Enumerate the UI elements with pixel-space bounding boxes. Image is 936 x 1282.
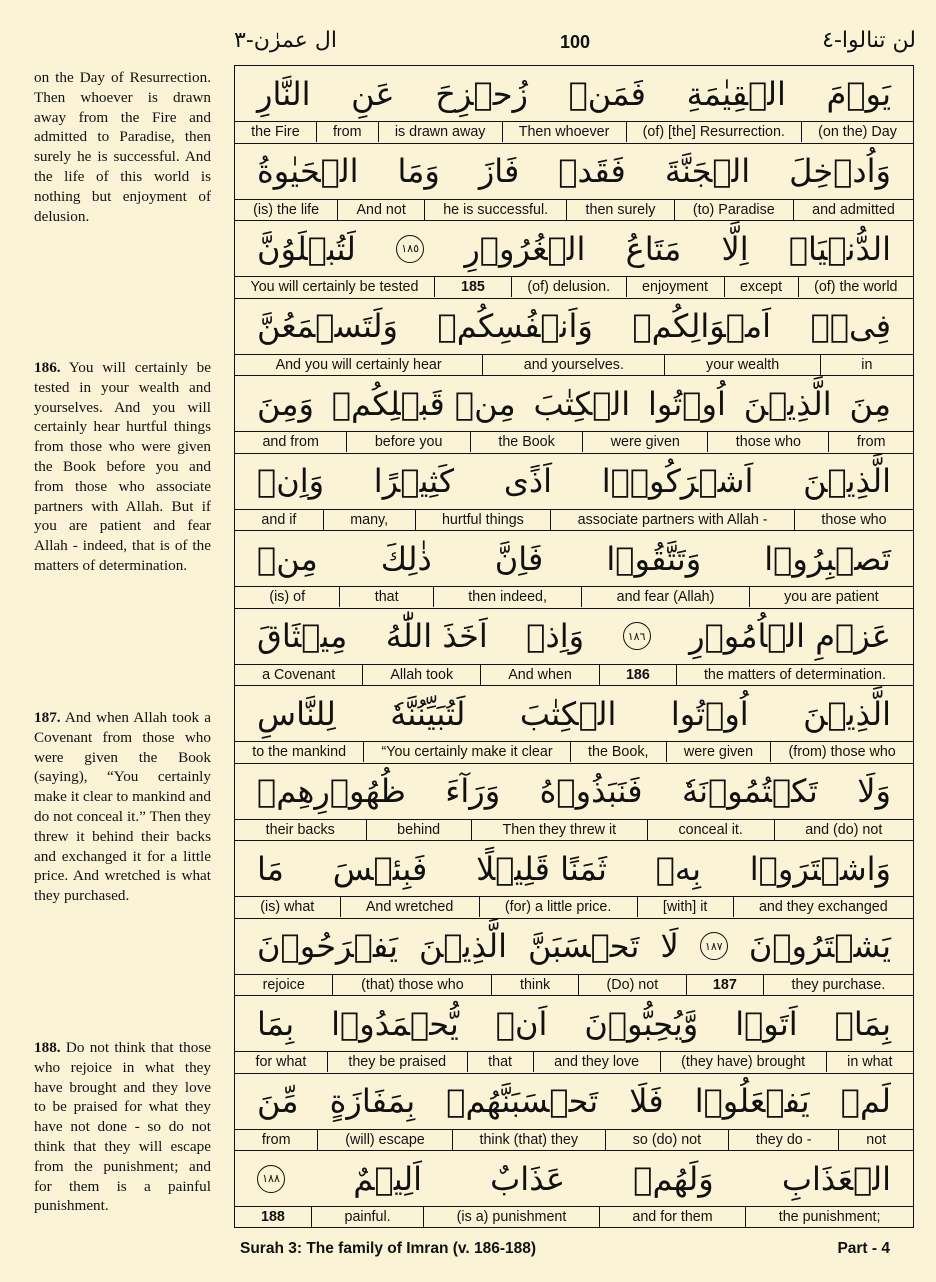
arabic-word: لَتُبۡلَوُنَّ bbox=[257, 229, 356, 268]
english-line bbox=[235, 975, 913, 995]
ayah-marker: ١٨٧ bbox=[700, 932, 728, 960]
surah-name-arabic: ال عمرٰن-۳ bbox=[234, 28, 337, 53]
arabic-word: اَذًى bbox=[503, 462, 552, 500]
english-line bbox=[235, 355, 913, 375]
arabic-word: وَاَنۡفُسِكُمۡ bbox=[437, 307, 593, 345]
english-word: [with] it bbox=[637, 897, 733, 917]
english-word: painful. bbox=[311, 1207, 423, 1227]
english-line bbox=[235, 820, 913, 840]
arabic-word: وَمِنَ bbox=[257, 384, 314, 423]
arabic-word: ثَمَنًا قَلِيۡلًا bbox=[476, 849, 607, 888]
english-word: those who bbox=[794, 510, 913, 530]
arabic-word: وَتَتَّقُوۡا bbox=[606, 539, 702, 578]
arabic-word: لِلنَّاسِ bbox=[257, 694, 336, 733]
arabic-word: مَتَاعُ bbox=[625, 229, 682, 268]
arabic-word: يُّحۡمَدُوۡا bbox=[331, 1004, 459, 1043]
arabic-word: اُوۡتُوا bbox=[670, 694, 749, 733]
english-word: (Do) not bbox=[578, 975, 686, 995]
english-word: (to) Paradise bbox=[674, 200, 793, 220]
surah-footer-title: Surah 3: The family of Imran (v. 186-188) bbox=[240, 1240, 537, 1257]
verse-row bbox=[235, 996, 913, 1074]
arabic-word: عَزۡمِ الۡاُمُوۡرِ bbox=[689, 617, 891, 655]
english-line bbox=[235, 1207, 913, 1227]
verse-number-cell: 187 bbox=[686, 975, 763, 995]
arabic-word: تَحۡسَبَنَّهُمۡ bbox=[446, 1082, 599, 1120]
english-word: “You certainly make it clear bbox=[363, 742, 570, 762]
arabic-word: تَصۡبِرُوۡا bbox=[764, 539, 891, 578]
arabic-word: الَّذِيۡنَ bbox=[803, 694, 891, 733]
english-line bbox=[235, 1130, 913, 1150]
arabic-word: فَنَبَذُوۡهُ bbox=[539, 772, 643, 810]
arabic-word: الَّذِيۡنَ bbox=[743, 384, 832, 423]
translation-text: on the Day of Resurrection. Then whoever is drawn away from the Fire and admitted to Paradise, then surely he is successful. And the life of this world is nothing but enjoyment of delusion. bbox=[34, 69, 211, 225]
verse-row bbox=[235, 66, 913, 144]
arabic-word: بِهٖ bbox=[655, 849, 701, 888]
english-word: they be praised bbox=[327, 1052, 467, 1072]
arabic-word: فَمَنۡ bbox=[568, 74, 646, 113]
english-word: those who bbox=[707, 432, 828, 452]
ayah-marker: ١٨٥ bbox=[396, 235, 424, 263]
english-word: (is) of bbox=[269, 589, 306, 605]
english-word: were given bbox=[666, 742, 771, 762]
arabic-word: وَلَتَسۡمَعُنَّ bbox=[257, 307, 398, 345]
verse-row bbox=[235, 531, 913, 609]
arabic-word: مِنَ bbox=[849, 384, 891, 423]
english-word: they purchase. bbox=[763, 975, 913, 995]
part-label: Part - 4 bbox=[837, 1240, 890, 1257]
arabic-word: بِمَا bbox=[257, 1004, 295, 1043]
arabic-word: النَّارِ bbox=[257, 74, 311, 113]
word-by-word-grid bbox=[234, 65, 914, 1228]
english-word: not bbox=[838, 1130, 913, 1150]
verse-number: 186. bbox=[34, 359, 61, 376]
english-word: the punishment; bbox=[745, 1207, 913, 1227]
english-word: then indeed, bbox=[433, 587, 581, 607]
arabic-line bbox=[235, 66, 913, 122]
arabic-word: يَشۡتَرُوۡنَ bbox=[748, 927, 891, 965]
arabic-word: اَتَوۡا bbox=[735, 1004, 798, 1043]
arabic-word: مِيۡثَاقَ bbox=[257, 617, 348, 655]
arabic-word: تَكۡتُمُوۡنَهٗ bbox=[682, 772, 818, 810]
english-word: (that) those who bbox=[332, 975, 491, 995]
arabic-word: وَّيُحِبُّوۡنَ bbox=[584, 1004, 699, 1043]
english-word: (on the) Day bbox=[801, 122, 913, 142]
english-word: think bbox=[491, 975, 578, 995]
arabic-word: يَوۡمَ bbox=[826, 74, 891, 113]
page-number: 100 bbox=[559, 32, 591, 52]
english-word: in what bbox=[826, 1052, 913, 1072]
arabic-word: وَاِنۡ bbox=[257, 462, 325, 500]
english-word: that bbox=[339, 587, 433, 607]
english-word: and yourselves. bbox=[482, 355, 664, 375]
arabic-word: وَاُدۡخِلَ bbox=[789, 152, 891, 190]
english-word: so (do) not bbox=[605, 1130, 728, 1150]
english-word: were given bbox=[582, 432, 707, 452]
arabic-word: مَا bbox=[257, 849, 284, 888]
arabic-word: كَثِيۡرًا bbox=[373, 462, 455, 500]
translation-block bbox=[34, 68, 211, 226]
arabic-word: ذٰلِكَ bbox=[380, 539, 432, 578]
arabic-word: فَقَدۡ bbox=[558, 152, 626, 190]
english-word: You will certainly be tested bbox=[250, 279, 419, 295]
arabic-word: الدُّنۡيَاۤ bbox=[788, 229, 891, 268]
verse-row bbox=[235, 841, 913, 919]
english-word: (from) those who bbox=[770, 742, 913, 762]
english-word: And not bbox=[337, 200, 424, 220]
arabic-word: زُحۡزِحَ bbox=[435, 74, 528, 113]
juz-name-arabic: لن تنالوا-٤ bbox=[822, 28, 916, 53]
english-word: the Book bbox=[470, 432, 582, 452]
english-word: (for) a little price. bbox=[479, 897, 637, 917]
english-word: and they exchanged bbox=[733, 897, 913, 917]
arabic-word: بِمَفَازَةٍ bbox=[329, 1082, 416, 1120]
english-word: you are patient bbox=[749, 587, 913, 607]
english-word: enjoyment bbox=[626, 277, 724, 297]
arabic-word: وَاِذۡ bbox=[526, 617, 585, 655]
english-word: (of) [the] Resurrection. bbox=[626, 122, 802, 142]
english-line bbox=[235, 587, 913, 607]
arabic-word: الۡكِتٰبَ bbox=[533, 384, 631, 423]
arabic-word: وَاشۡتَرَوۡا bbox=[749, 849, 891, 888]
verse-row bbox=[235, 144, 913, 222]
arabic-line bbox=[235, 1074, 913, 1130]
english-word: your wealth bbox=[664, 355, 819, 375]
verse-number-cell: 186 bbox=[599, 665, 676, 685]
arabic-word: الۡجَنَّةَ bbox=[664, 152, 751, 190]
arabic-word: الَّذِيۡنَ bbox=[803, 462, 891, 500]
translation-block bbox=[34, 358, 211, 576]
verse-row bbox=[235, 376, 913, 454]
english-word: rejoice bbox=[262, 976, 305, 993]
english-word: (is) what bbox=[260, 899, 315, 915]
arabic-word: فَلَا bbox=[629, 1082, 664, 1120]
verse-row bbox=[235, 764, 913, 842]
english-word: that bbox=[467, 1052, 533, 1072]
english-word: their backs bbox=[265, 821, 335, 838]
verse-number-cell: 185 bbox=[434, 277, 511, 297]
verse-row bbox=[235, 1074, 913, 1152]
arabic-word: لَا bbox=[660, 927, 679, 965]
arabic-word: فَازَ bbox=[478, 152, 520, 190]
arabic-word: اَشۡرَكُوۡۤا bbox=[601, 462, 754, 500]
english-word: (is a) punishment bbox=[423, 1207, 599, 1227]
english-line bbox=[235, 510, 913, 530]
translation-text: You will certainly be tested in your wealth and yourselves. And you will certainly hear hurtful things from those who were given the Book before you and from those who associate partners with Allah. But if you are patient and fear Allah - indeed, that is of the matters of determination. bbox=[34, 359, 211, 574]
english-line bbox=[235, 432, 913, 452]
arabic-line bbox=[235, 221, 913, 277]
english-word: he is successful. bbox=[424, 200, 566, 220]
arabic-word: الَّذِيۡنَ bbox=[419, 927, 507, 965]
arabic-word: بِمَاۤ bbox=[834, 1004, 891, 1043]
arabic-word: الۡغُرُوۡرِ bbox=[464, 229, 586, 268]
verse-number-cell: 188 bbox=[261, 1209, 285, 1225]
arabic-line bbox=[235, 841, 913, 897]
verse-row bbox=[235, 609, 913, 687]
arabic-word: ظُهُوۡرِهِمۡ bbox=[257, 772, 406, 810]
english-word: and from bbox=[262, 434, 319, 450]
english-word: hurtful things bbox=[415, 510, 551, 530]
verse-row bbox=[235, 221, 913, 299]
verse-row bbox=[235, 686, 913, 764]
arabic-word: الۡعَذَابِ bbox=[781, 1159, 891, 1198]
english-word: and (do) not bbox=[774, 820, 913, 840]
arabic-word: اُوۡتُوا bbox=[647, 384, 726, 423]
arabic-word: لَتُبَيِّنُنَّهٗ bbox=[390, 694, 466, 733]
english-word: they do - bbox=[728, 1130, 838, 1150]
arabic-word: فَبِئۡسَ bbox=[332, 849, 428, 888]
ayah-marker: ١٨٨ bbox=[257, 1165, 285, 1193]
arabic-word: يَفۡرَحُوۡنَ bbox=[257, 927, 398, 965]
english-word: behind bbox=[366, 820, 471, 840]
verse-row bbox=[235, 919, 913, 997]
arabic-line bbox=[235, 376, 913, 432]
arabic-line bbox=[235, 996, 913, 1052]
english-word: for what bbox=[255, 1054, 307, 1070]
arabic-word: لَمۡ bbox=[840, 1082, 891, 1120]
arabic-word: مِنۡ bbox=[257, 539, 318, 578]
english-line bbox=[235, 200, 913, 220]
english-word: to the mankind bbox=[252, 744, 347, 760]
english-word: and admitted bbox=[793, 200, 913, 220]
arabic-word: وَرَآءَ bbox=[445, 772, 501, 810]
arabic-word: عَذَابٌ bbox=[490, 1159, 566, 1198]
english-word: and fear (Allah) bbox=[581, 587, 748, 607]
english-line bbox=[235, 277, 913, 297]
arabic-word: اَنۡ bbox=[495, 1004, 548, 1043]
arabic-word: مِنۡ قَبۡلِكُمۡ bbox=[331, 384, 516, 423]
arabic-line bbox=[235, 919, 913, 975]
english-word: except bbox=[724, 277, 798, 297]
english-word: associate partners with Allah - bbox=[550, 510, 794, 530]
verse-number: 188. bbox=[34, 1039, 61, 1056]
arabic-word: اَخَذَ اللّٰهُ bbox=[385, 617, 488, 655]
english-word: And you will certainly hear bbox=[275, 356, 442, 373]
english-word: the matters of determination. bbox=[676, 665, 913, 685]
english-line bbox=[235, 665, 913, 685]
arabic-word: وَلَا bbox=[857, 772, 891, 810]
english-word: And wretched bbox=[340, 897, 479, 917]
english-word: (of) the world bbox=[798, 277, 913, 297]
translation-block bbox=[34, 1038, 211, 1216]
ayah-marker: ١٨٦ bbox=[623, 622, 651, 650]
translation-text: Do not think that those who rejoice in what they have brought and they love to be praised for what they have not done - so do not think that they will escape from the punishment; and for them is a painful punishment. bbox=[34, 1039, 211, 1215]
arabic-line bbox=[235, 299, 913, 355]
arabic-line bbox=[235, 1151, 913, 1207]
english-word: Then whoever bbox=[502, 122, 626, 142]
arabic-line bbox=[235, 609, 913, 665]
english-word: And when bbox=[480, 665, 599, 685]
arabic-word: عَنِ bbox=[351, 74, 395, 113]
english-word: is drawn away bbox=[378, 122, 502, 142]
english-word: then surely bbox=[566, 200, 673, 220]
arabic-word: فَاِنَّ bbox=[494, 539, 544, 578]
verse-row bbox=[235, 1151, 913, 1229]
translation-text: And when Allah took a Covenant from those who were given the Book (saying), “You certainly make it clear to mankind and do not conceal it.” Then they threw it behind their backs and exchanged it for a little price. And wretched is what they purchased. bbox=[34, 709, 211, 905]
page-footer bbox=[240, 1240, 890, 1258]
english-word: (is) the life bbox=[253, 201, 320, 218]
translation-block bbox=[34, 708, 211, 906]
english-word: and for them bbox=[599, 1207, 745, 1227]
english-word: from bbox=[261, 1131, 291, 1148]
arabic-word: اِلَّا bbox=[721, 229, 749, 268]
english-line bbox=[235, 742, 913, 762]
arabic-line bbox=[235, 144, 913, 200]
english-word: a Covenant bbox=[262, 666, 336, 683]
english-line bbox=[235, 897, 913, 917]
arabic-word: الۡكِتٰبَ bbox=[519, 694, 617, 733]
english-word: Then they threw it bbox=[471, 820, 647, 840]
arabic-word: تَحۡسَبَنَّ bbox=[528, 927, 640, 965]
arabic-line bbox=[235, 764, 913, 820]
english-word: in bbox=[820, 355, 913, 375]
english-line bbox=[235, 1052, 913, 1072]
arabic-word: مِّنَ bbox=[257, 1082, 299, 1120]
english-word: before you bbox=[346, 432, 470, 452]
arabic-line bbox=[235, 531, 913, 587]
english-word: think (that) they bbox=[452, 1130, 605, 1150]
arabic-word: يَفۡعَلُوۡا bbox=[694, 1082, 810, 1120]
arabic-line bbox=[235, 686, 913, 742]
arabic-word: وَمَا bbox=[397, 152, 440, 190]
arabic-line bbox=[235, 454, 913, 510]
english-word: and they love bbox=[533, 1052, 660, 1072]
verse-row bbox=[235, 454, 913, 532]
english-word: from bbox=[828, 432, 913, 452]
english-word: (will) escape bbox=[317, 1130, 451, 1150]
verse-number: 187. bbox=[34, 709, 61, 726]
english-word: Allah took bbox=[362, 665, 480, 685]
english-word: and if bbox=[261, 511, 297, 528]
arabic-word: الۡحَيٰوةُ bbox=[257, 152, 359, 190]
arabic-word: فِىۡۤ bbox=[810, 307, 891, 345]
english-word: many, bbox=[323, 510, 415, 530]
english-word: conceal it. bbox=[647, 820, 774, 840]
english-word: (they have) brought bbox=[660, 1052, 826, 1072]
arabic-word: اَلِيۡمٌ bbox=[353, 1159, 422, 1198]
english-word: the Fire bbox=[251, 124, 300, 140]
verse-row bbox=[235, 299, 913, 377]
page-header bbox=[230, 28, 920, 58]
arabic-word: اَمۡوَالِكُمۡ bbox=[632, 307, 772, 345]
arabic-word: الۡقِيٰمَةِ bbox=[686, 74, 786, 113]
english-word: the Book, bbox=[570, 742, 666, 762]
arabic-word: وَلَهُمۡ bbox=[633, 1159, 714, 1198]
english-line bbox=[235, 122, 913, 142]
english-word: (of) delusion. bbox=[511, 277, 626, 297]
english-word: from bbox=[316, 122, 378, 142]
